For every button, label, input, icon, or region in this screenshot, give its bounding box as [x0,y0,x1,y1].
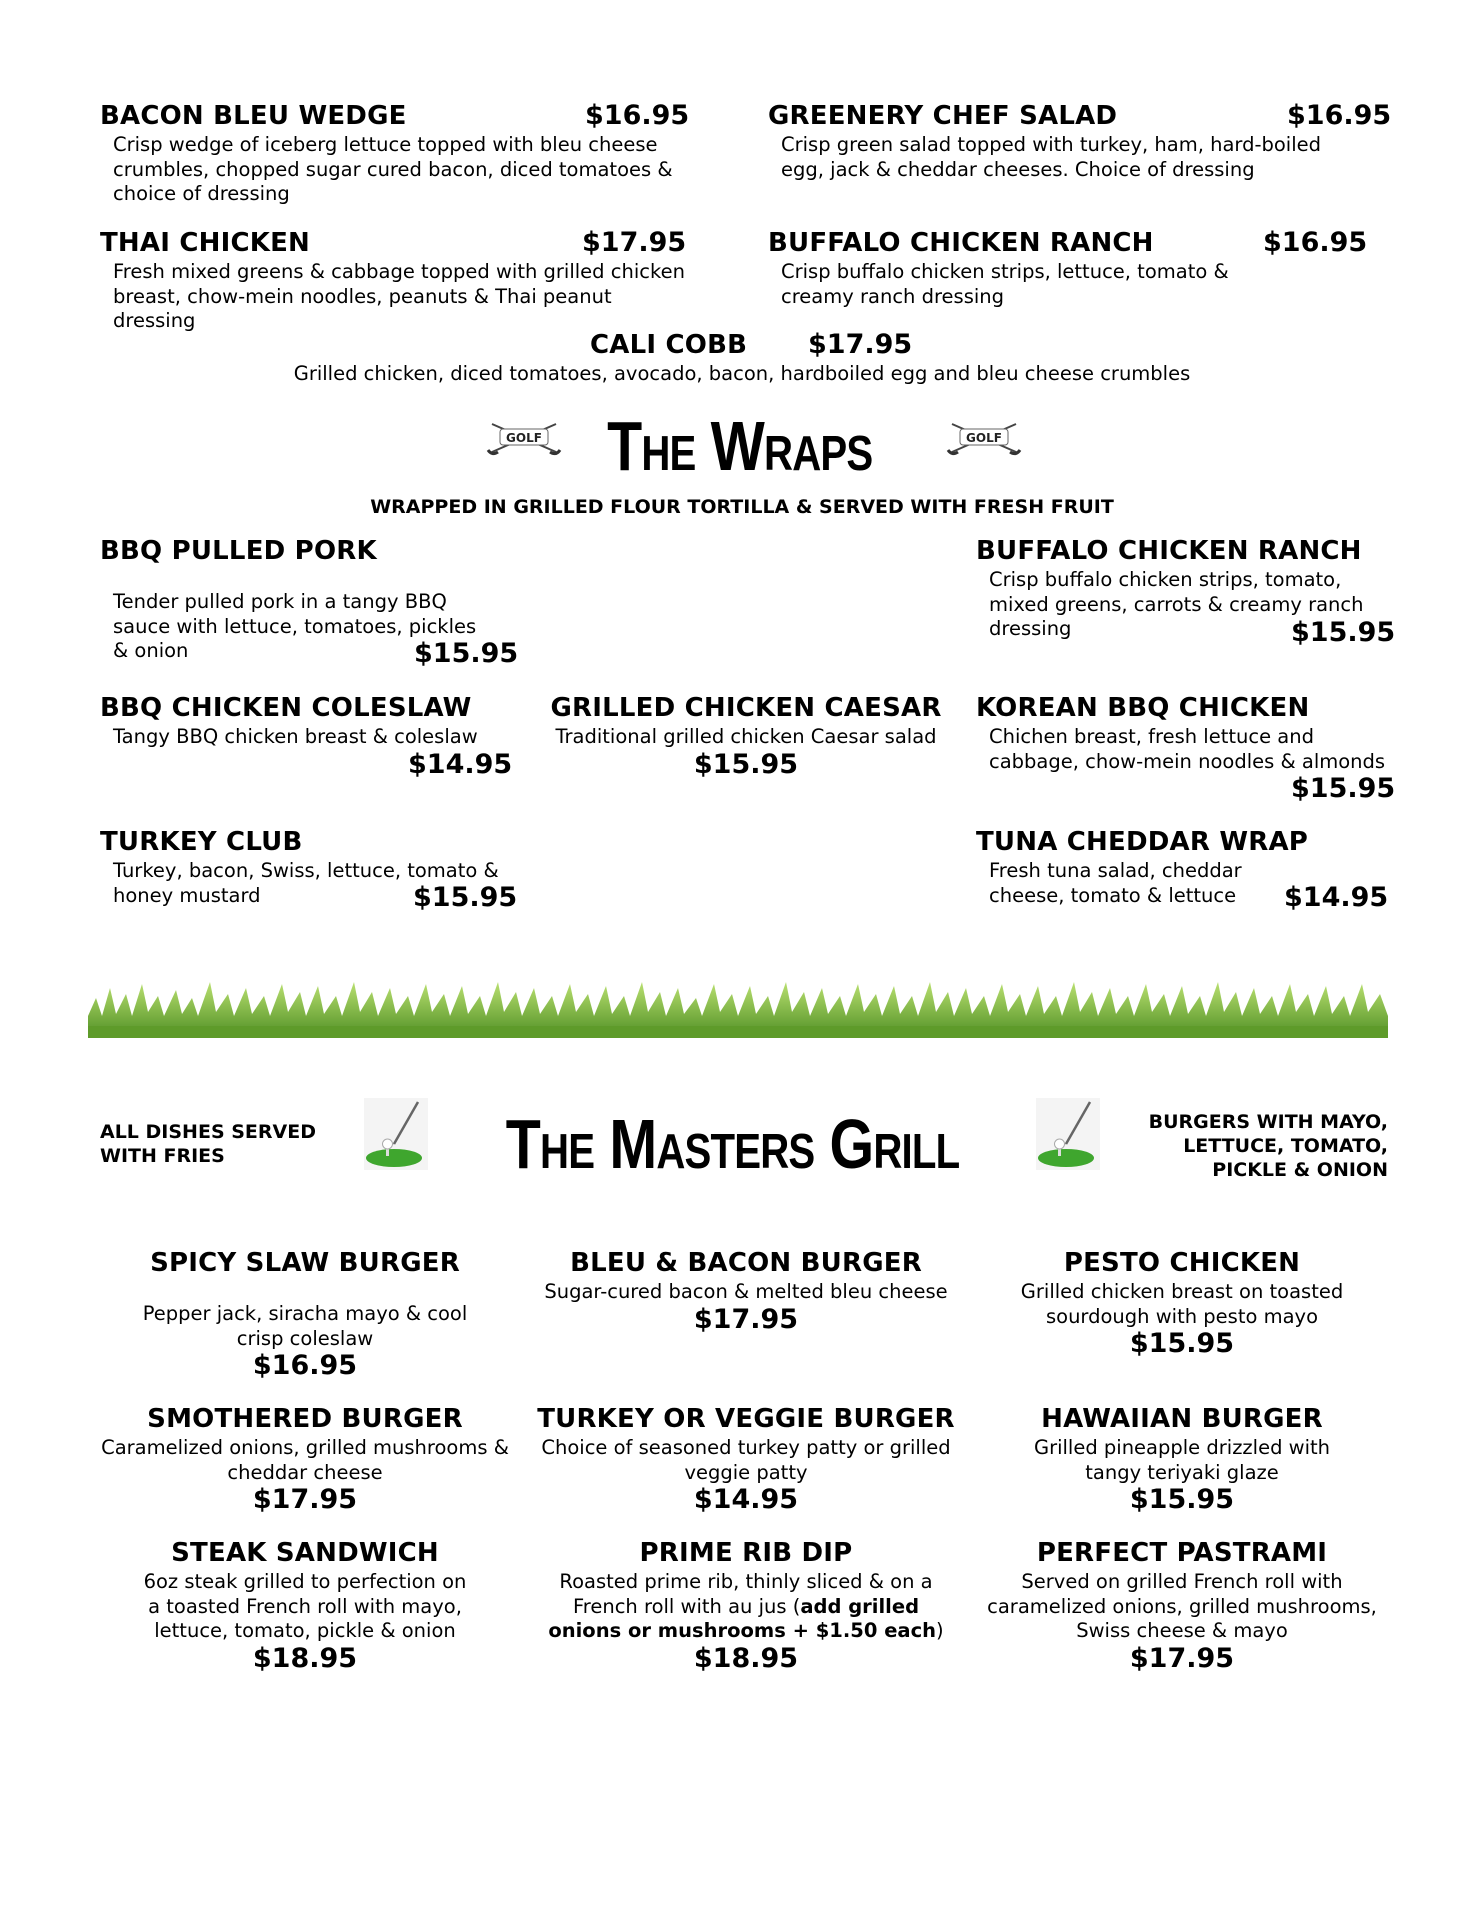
golf-ball-on-tee-icon [364,1098,428,1174]
menu-item-description: Tender pulled pork in a tangy BBQ sauce with lettuce, tomatoes, pickles & onion [113,590,477,662]
add-on-note: add grilled onions or mushrooms + $1.50 each [548,1594,937,1642]
menu-item-name: GREENERY CHEF SALAD [768,101,1118,131]
golf-clubs-icon [486,418,562,462]
menu-item-name: TUNA CHEDDAR WRAP [976,827,1309,857]
menu-item-price: $15.95 [1129,1328,1235,1359]
wraps-subtitle: WRAPPED IN GRILLED FLOUR TORTILLA & SERVED WITH FRESH FRUIT [370,496,1114,518]
menu-item-price: $17.95 [808,329,913,360]
menu-item-name: TURKEY OR VEGGIE BURGER [537,1404,955,1434]
fries-note: ALL DISHES SERVED WITH FRIES [100,1121,316,1167]
menu-item-name: BBQ PULLED PORK [100,536,377,566]
menu-item-name: CALI COBB [590,330,748,360]
menu-item-name: PESTO CHICKEN [1063,1248,1301,1278]
menu-item-price: $15.95 [1291,773,1396,804]
menu-item-price: $14.95 [693,1484,799,1515]
menu-item-description: Crisp wedge of iceberg lettuce topped with bleu cheese crumbles, chopped sugar cured bacon, diced tomatoes & choice of dressing [113,133,673,205]
menu-item-name: BACON BLEU WEDGE [100,101,407,131]
menu-item-price: $15.95 [693,749,799,780]
menu-item-price: $16.95 [585,100,690,131]
menu-item-description: Turkey, bacon, Swiss, lettuce, tomato & honey mustard [113,859,499,907]
menu-item-description: Crisp buffalo chicken strips, tomato, mixed greens, carrots & creamy ranch dressing [989,568,1364,640]
menu-item-price: $17.95 [582,227,687,258]
menu-item-price: $18.95 [252,1643,358,1674]
menu-item-price: $15.95 [1291,617,1396,648]
menu-item-name: KOREAN BBQ CHICKEN [976,693,1310,723]
description-text: ) [936,1619,944,1642]
menu-item-name: THAI CHICKEN [100,228,311,258]
menu-item-price: $14.95 [408,749,513,780]
menu-item-description: Grilled pineapple drizzled with tangy teriyaki glaze [1033,1436,1331,1484]
grill-section-title: The Masters Grill [506,1105,960,1183]
menu-item-description: Caramelized onions, grilled mushrooms & cheddar cheese [101,1436,509,1484]
menu-item-description: Crisp buffalo chicken strips, lettuce, tomato & creamy ranch dressing [781,260,1229,308]
menu-item-description: Grilled chicken, diced tomatoes, avocado, bacon, hardboiled egg and bleu cheese crumbles [293,362,1191,385]
menu-item-description: Chichen breast, fresh lettuce and cabbage, chow-mein noodles & almonds [989,725,1386,773]
menu-item-name: PERFECT PASTRAMI [1036,1538,1328,1568]
description-text: Roasted prime rib, thinly sliced & on a French roll with au jus ( [559,1570,933,1618]
menu-item-price: $16.95 [1287,100,1392,131]
svg-text:GOLF: GOLF [966,431,1002,445]
menu-item-description: Traditional grilled chicken Caesar salad [555,725,937,748]
menu-item-name: HAWAIIAN BURGER [1041,1404,1323,1434]
menu-item-description: Crisp green salad topped with turkey, ham, hard-boiled egg, jack & cheddar cheeses. Choice of dressing [781,133,1322,181]
menu-item-name: BUFFALO CHICKEN RANCH [768,228,1154,258]
menu-item-description: Fresh mixed greens & cabbage topped with grilled chicken breast, chow-mein noodles, peanuts & Thai peanut dressing [113,260,685,332]
burgers-note: BURGERS WITH MAYO, LETTUCE, TOMATO, PICKLE & ONION [1148,1111,1388,1181]
svg-text:GOLF: GOLF [506,431,542,445]
menu-item-price: $16.95 [1263,227,1368,258]
menu-item-price: $17.95 [693,1304,799,1335]
menu-item-description [536,1570,956,1644]
menu-item-name: SPICY SLAW BURGER [150,1248,460,1278]
menu-item-name: BUFFALO CHICKEN RANCH [976,536,1362,566]
menu-item-name: GRILLED CHICKEN CAESAR [550,693,942,723]
menu-item-name: PRIME RIB DIP [639,1538,853,1568]
menu-item-price: $14.95 [1284,882,1389,913]
menu-item-description: Served on grilled French roll with caramelized onions, grilled mushrooms, Swiss cheese & mayo [987,1570,1377,1642]
menu-item-name: TURKEY CLUB [100,827,303,857]
menu-item-price: $15.95 [413,882,518,913]
wraps-section-title: The Wraps [607,407,873,485]
menu-item-price: $15.95 [414,638,519,669]
menu-item-price: $16.95 [252,1350,358,1381]
menu-item-description: Pepper jack, siracha mayo & cool crisp coleslaw [142,1302,468,1350]
grass-divider [88,976,1388,1038]
menu-item-price: $15.95 [1129,1484,1235,1515]
menu-item-description: Tangy BBQ chicken breast & coleslaw [113,725,478,748]
menu-item-description: 6oz steak grilled to perfection on a toasted French roll with mayo, lettuce, tomato, pickle & onion [143,1570,467,1642]
menu-item-description: Choice of seasoned turkey patty or grilled veggie patty [541,1436,951,1484]
menu-item-description: Grilled chicken breast on toasted sourdough with pesto mayo [1020,1280,1344,1328]
menu-item-price: $18.95 [693,1643,799,1674]
menu-item-name: STEAK SANDWICH [171,1538,439,1568]
golf-ball-on-tee-icon [1036,1098,1100,1174]
menu-item-name: BLEU & BACON BURGER [570,1248,922,1278]
menu-item-name: SMOTHERED BURGER [147,1404,463,1434]
menu-item-description: Fresh tuna salad, cheddar cheese, tomato & lettuce [989,859,1242,907]
menu-item-description: Sugar-cured bacon & melted bleu cheese [544,1280,948,1303]
menu-item-name: BBQ CHICKEN COLESLAW [100,693,472,723]
menu-item-price: $17.95 [1129,1643,1235,1674]
menu-item-price: $17.95 [252,1484,358,1515]
golf-clubs-icon [946,418,1022,462]
